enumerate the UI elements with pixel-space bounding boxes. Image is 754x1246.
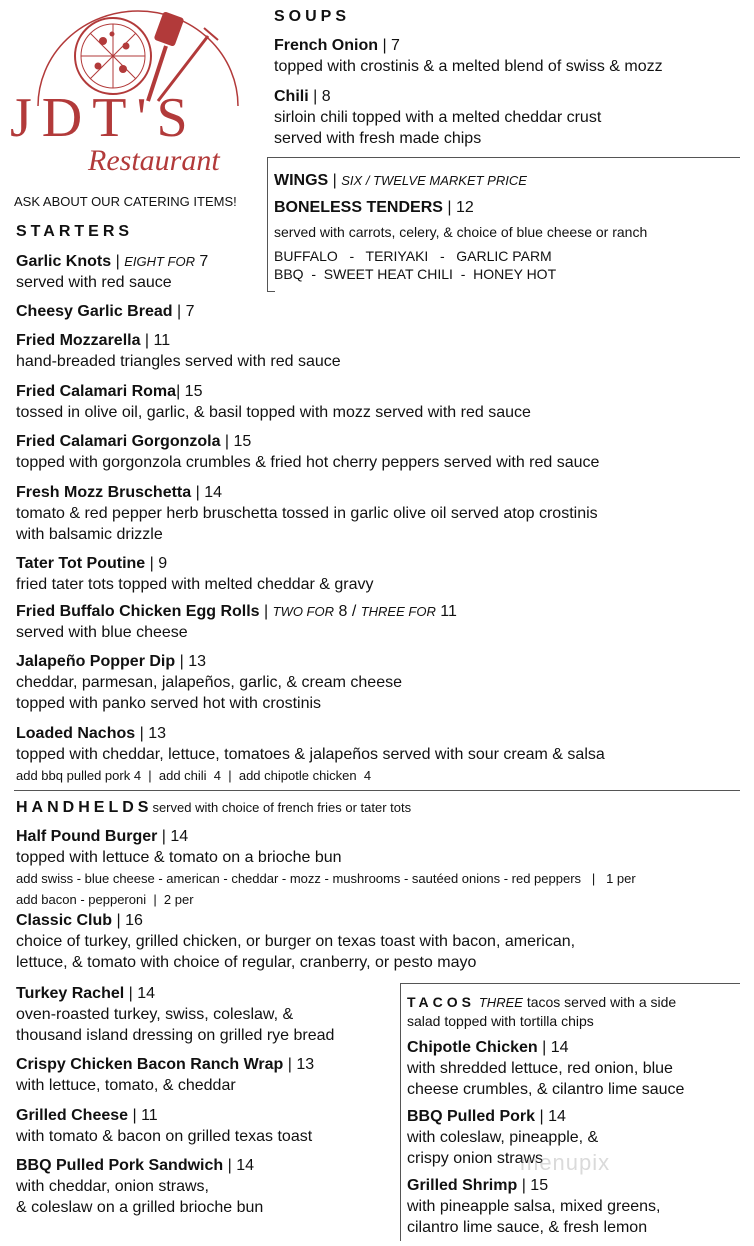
item-price: 14 [204, 484, 222, 501]
handheld-chicken-wrap: Crispy Chicken Bacon Ranch Wrap | 13 with lettuce, tomato, & cheddar [16, 1056, 315, 1094]
brand-script: Restaurant [88, 144, 220, 177]
tacos-intro [407, 993, 676, 1031]
handhelds-subtitle: served with choice of french fries or tater tots [152, 800, 412, 815]
item-price: 7 [185, 303, 195, 320]
item-name: Jalapeño Popper Dip [16, 653, 176, 670]
item-desc: cilantro lime sauce, & fresh lemon [407, 1219, 648, 1236]
divider [268, 157, 740, 158]
item-name: Loaded Nachos [16, 725, 136, 742]
starter-calamari-roma: Fried Calamari Roma| 15 tossed in olive oil, garlic, & basil topped with mozz served with red sauce [16, 383, 531, 421]
item-name: Half Pound Burger [16, 828, 158, 845]
item-price: 14 [137, 985, 156, 1002]
boneless-tenders: BONELESS TENDERS | 12 [274, 199, 474, 216]
item-desc: served with blue cheese [16, 624, 188, 641]
soup-french-onion: French Onion | 7 topped with crostinis & a melted blend of swiss & mozz [274, 37, 663, 75]
starter-calamari-gorgonzola: Fried Calamari Gorgonzola | 15 topped with gorgonzola crumbles & fried hot cherry peppers served with red sauce [16, 433, 600, 471]
starter-egg-rolls: Fried Buffalo Chicken Egg Rolls | TWO FOR 8 / THREE FOR 11 served with blue cheese [16, 603, 457, 641]
item-desc: oven-roasted turkey, swiss, coleslaw, & [16, 1006, 294, 1023]
item-price: 8 [338, 603, 348, 620]
item-price: 8 [321, 88, 331, 105]
item-name: Crispy Chicken Bacon Ranch Wrap [16, 1056, 284, 1073]
item-desc: hand-breaded triangles served with red sauce [16, 353, 341, 370]
item-name: Fried Calamari Roma [16, 383, 177, 400]
item-price: 14 [170, 828, 189, 845]
starter-fried-mozzarella: Fried Mozzarella | 11 hand-breaded triangles served with red sauce [16, 332, 341, 370]
item-desc: cheddar, parmesan, jalapeños, garlic, & cream cheese [16, 674, 402, 691]
item-price: 14 [550, 1039, 569, 1056]
item-desc: with lettuce, tomato, & cheddar [16, 1077, 236, 1094]
starter-garlic-knots: Garlic Knots | EIGHT FOR 7 served with red sauce [16, 253, 209, 291]
item-desc: fried tater tots topped with melted cheddar & gravy [16, 576, 374, 593]
item-desc: topped with gorgonzola crumbles & fried hot cherry peppers served with red sauce [16, 454, 600, 471]
divider [14, 790, 740, 791]
wings-heading: WINGS [274, 172, 329, 189]
item-desc: tomato & red pepper herb bruschetta tossed in garlic olive oil served atop crostinis [16, 505, 598, 522]
item-price: 11 [440, 603, 457, 620]
item-price: 15 [233, 433, 252, 450]
watermark: menupix [520, 1150, 611, 1175]
item-price: 13 [148, 725, 166, 742]
handheld-bbq-sandwich: BBQ Pulled Pork Sandwich | 14 with cheddar, onion straws, & coleslaw on a grilled brioche bun [16, 1157, 264, 1216]
item-addons: add swiss - blue cheese - american - cheddar - mozz - mushrooms - sautéed onions - red peppers | 1 per [16, 871, 636, 886]
item-desc: lettuce, & tomato with choice of regular, cranberry, or pesto mayo [16, 954, 477, 971]
item-name: Tater Tot Poutine [16, 555, 146, 572]
item-price: 11 [153, 332, 171, 349]
item-name: Cheesy Garlic Bread [16, 303, 173, 320]
item-price: 11 [141, 1107, 158, 1124]
item-desc: crispy onion straws [407, 1150, 544, 1167]
item-name: French Onion [274, 37, 378, 54]
wings-sauces-1: BUFFALO - TERIYAKI - GARLIC PARM [274, 248, 552, 264]
item-price: 12 [455, 199, 474, 216]
item-desc: with cheddar, onion straws, [16, 1178, 209, 1195]
starter-loaded-nachos: Loaded Nachos | 13 topped with cheddar, lettuce, tomatoes & jalapeños served with sour cream & salsa add bbq pulled pork 4 | add chili 4 | add chipotle chicken 4 [16, 725, 605, 783]
divider [267, 157, 268, 292]
taco-grilled-shrimp: Grilled Shrimp | 15 with pineapple salsa, mixed greens, cilantro lime sauce, & fresh lemon [407, 1177, 661, 1236]
item-name: Chipotle Chicken [407, 1039, 538, 1056]
divider [267, 291, 275, 292]
item-qty: EIGHT FOR [124, 254, 195, 269]
item-desc: sirloin chili topped with a melted cheddar crust [274, 109, 602, 126]
wings-sauces-2: BBQ - SWEET HEAT CHILI - HONEY HOT [274, 266, 557, 282]
item-desc: & coleslaw on a grilled brioche bun [16, 1199, 264, 1216]
taco-bbq-pork: BBQ Pulled Pork | 14 with coleslaw, pineapple, & crispy onion straws [407, 1108, 599, 1167]
item-desc: served with fresh made chips [274, 130, 482, 147]
restaurant-logo [8, 6, 258, 186]
wings-section: WINGS | SIX / TWELVE MARKET PRICE [274, 172, 527, 189]
handhelds-heading-row [16, 799, 411, 817]
item-qty: TWO FOR [272, 604, 335, 619]
item-desc: tossed in olive oil, garlic, & basil topped with mozz served with red sauce [16, 404, 531, 421]
item-name: Chili [274, 88, 309, 105]
item-name: Fried Mozzarella [16, 332, 141, 349]
item-desc: choice of turkey, grilled chicken, or burger on texas toast with bacon, american, [16, 933, 576, 950]
item-desc: topped with lettuce & tomato on a brioche bun [16, 849, 342, 866]
tacos-heading: TACOS [407, 994, 475, 1010]
tacos-desc: tacos served with a side [526, 994, 677, 1010]
item-price: 9 [158, 555, 168, 572]
item-desc: cheese crumbles, & cilantro lime sauce [407, 1081, 685, 1098]
item-name: BONELESS TENDERS [274, 199, 443, 216]
item-name: BBQ Pulled Pork [407, 1108, 536, 1125]
item-name: Fresh Mozz Bruschetta [16, 484, 192, 501]
divider [400, 983, 740, 984]
item-desc: with coleslaw, pineapple, & [407, 1129, 599, 1146]
tacos-desc: salad topped with tortilla chips [407, 1013, 594, 1029]
item-desc: with shredded lettuce, red onion, blue [407, 1060, 673, 1077]
item-desc: topped with crostinis & a melted blend of swiss & mozz [274, 58, 663, 75]
item-qty: THREE FOR [360, 604, 436, 619]
wings-desc: served with carrots, celery, & choice of blue cheese or ranch [274, 224, 648, 240]
item-price: 7 [391, 37, 400, 54]
item-name: Classic Club [16, 912, 113, 929]
item-price: 14 [236, 1157, 254, 1174]
handheld-grilled-cheese: Grilled Cheese | 11 with tomato & bacon on grilled texas toast [16, 1107, 313, 1145]
item-price: 16 [125, 912, 143, 929]
item-desc: thousand island dressing on grilled rye bread [16, 1027, 335, 1044]
soups-heading: SOUPS [274, 8, 351, 25]
item-desc: with pineapple salsa, mixed greens, [407, 1198, 661, 1215]
starter-poutine: Tater Tot Poutine | 9 fried tater tots topped with melted cheddar & gravy [16, 555, 374, 593]
item-name: Grilled Cheese [16, 1107, 129, 1124]
starters-heading: STARTERS [16, 223, 134, 240]
starter-bruschetta: Fresh Mozz Bruschetta | 14 tomato & red pepper herb bruschetta tossed in garlic olive oil served atop crostinis with balsamic drizzle [16, 484, 598, 543]
item-name: Grilled Shrimp [407, 1177, 518, 1194]
soup-chili: Chili | 8 sirloin chili topped with a melted cheddar crust served with fresh made chips [274, 88, 602, 147]
item-price: 13 [188, 653, 206, 670]
item-desc: with tomato & bacon on grilled texas toast [16, 1128, 313, 1145]
handheld-classic-club: Classic Club | 16 choice of turkey, grilled chicken, or burger on texas toast with bacon, american, lettuce, & tomato with choice of regular, cranberry, or pesto mayo [16, 912, 576, 971]
item-price: 15 [530, 1177, 549, 1194]
starter-cheesy-garlic-bread: Cheesy Garlic Bread | 7 [16, 303, 195, 320]
tacos-qty: THREE [478, 995, 523, 1010]
handheld-turkey-rachel: Turkey Rachel | 14 oven-roasted turkey, swiss, coleslaw, & thousand island dressing on grilled rye bread [16, 985, 335, 1044]
wings-price: SIX / TWELVE MARKET PRICE [341, 173, 527, 188]
item-price: 14 [548, 1108, 566, 1125]
item-addons: add bbq pulled pork 4 | add chili 4 | add chipotle chicken 4 [16, 768, 372, 783]
catering-note: ASK ABOUT OUR CATERING ITEMS! [14, 194, 237, 209]
handheld-burger: Half Pound Burger | 14 topped with lettuce & tomato on a brioche bun add swiss - blue cheese - american - cheddar - mozz - mushrooms - sautéed onions - red peppers | 1 per add bacon - pepperoni | 2 per [16, 828, 636, 907]
brand-name: JDT'S [10, 87, 198, 149]
divider [400, 983, 401, 1241]
handhelds-heading: HANDHELDS [16, 799, 153, 816]
item-price: 7 [199, 253, 209, 270]
item-desc: with balsamic drizzle [16, 526, 163, 543]
item-price: 15 [184, 383, 203, 400]
item-name: BBQ Pulled Pork Sandwich [16, 1157, 224, 1174]
item-desc: served with red sauce [16, 274, 172, 291]
taco-chipotle-chicken: Chipotle Chicken | 14 with shredded lettuce, red onion, blue cheese crumbles, & cilantro lime sauce [407, 1039, 685, 1098]
item-name: Fried Calamari Gorgonzola [16, 433, 221, 450]
item-name: Fried Buffalo Chicken Egg Rolls [16, 603, 260, 620]
item-desc: topped with cheddar, lettuce, tomatoes & jalapeños served with sour cream & salsa [16, 746, 605, 763]
item-name: Garlic Knots [16, 253, 112, 270]
item-desc: topped with panko served hot with crostinis [16, 695, 322, 712]
item-addons: add bacon - pepperoni | 2 per [16, 892, 194, 907]
item-price: 13 [296, 1056, 315, 1073]
starter-popper-dip: Jalapeño Popper Dip | 13 cheddar, parmesan, jalapeños, garlic, & cream cheese topped with panko served hot with crostinis [16, 653, 402, 712]
item-name: Turkey Rachel [16, 985, 125, 1002]
